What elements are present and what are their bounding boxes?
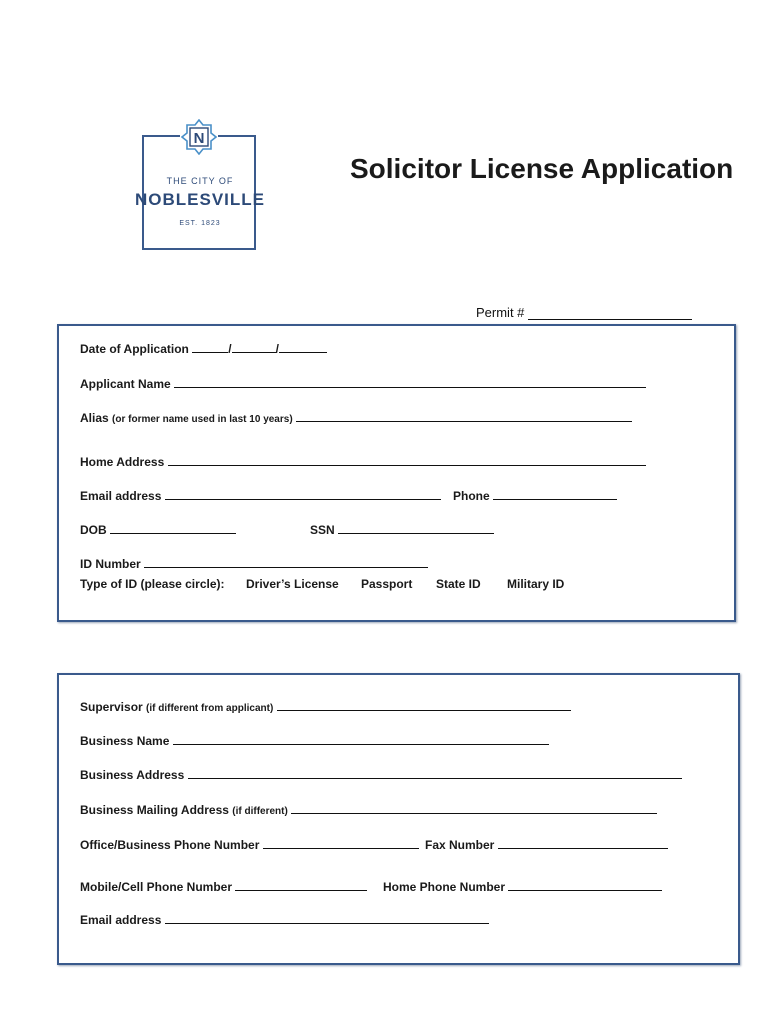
phone-line[interactable]	[493, 488, 617, 500]
applicant-name-field[interactable]	[80, 376, 646, 391]
supervisor-label: Supervisor	[80, 700, 143, 714]
supervisor-note: (if different from applicant)	[146, 703, 274, 714]
date-label: Date of Application	[80, 342, 189, 356]
supervisor-line[interactable]	[277, 699, 571, 711]
logo-city-of: THE CITY OF	[166, 176, 234, 186]
mailing-address-note: (if different)	[232, 806, 288, 817]
home-phone-field[interactable]	[383, 879, 662, 894]
mobile-phone-field[interactable]	[80, 879, 367, 894]
id-option-drivers-license[interactable]: Driver’s License	[246, 577, 339, 591]
email-label: Email address	[80, 489, 162, 503]
id-option-passport[interactable]: Passport	[361, 577, 413, 591]
alias-note: (or former name used in last 10 years)	[112, 414, 293, 425]
dob-field[interactable]	[80, 522, 236, 537]
permit-input-line[interactable]	[528, 307, 692, 320]
office-phone-field[interactable]	[80, 837, 419, 852]
ssn-field[interactable]	[310, 522, 494, 537]
supervisor-field[interactable]	[80, 699, 571, 714]
date-day-line[interactable]	[232, 341, 276, 353]
fax-field[interactable]	[425, 837, 668, 852]
home-phone-line[interactable]	[508, 879, 662, 891]
home-address-label: Home Address	[80, 455, 165, 469]
home-address-field[interactable]	[80, 454, 646, 469]
id-number-line[interactable]	[144, 556, 428, 568]
ssn-label: SSN	[310, 523, 335, 537]
date-separator: /	[275, 342, 279, 356]
logo-established: EST. 1823	[179, 220, 221, 227]
business-email-label: Email address	[80, 913, 162, 927]
permit-label: Permit #	[476, 305, 525, 320]
office-phone-label: Office/Business Phone Number	[80, 838, 260, 852]
fax-line[interactable]	[498, 837, 668, 849]
date-separator: /	[228, 342, 232, 356]
applicant-name-label: Applicant Name	[80, 377, 171, 391]
mailing-address-line[interactable]	[291, 802, 657, 814]
date-of-application-field[interactable]	[80, 341, 327, 356]
noblesville-emblem-icon	[181, 119, 217, 155]
office-phone-line[interactable]	[263, 837, 419, 849]
business-mailing-address-field[interactable]	[80, 802, 657, 817]
ssn-line[interactable]	[338, 522, 494, 534]
id-number-label: ID Number	[80, 557, 141, 571]
id-option-state-id[interactable]: State ID	[436, 577, 481, 591]
business-name-line[interactable]	[173, 733, 549, 745]
dob-line[interactable]	[110, 522, 236, 534]
email-field[interactable]	[80, 488, 441, 503]
fax-label: Fax Number	[425, 838, 495, 852]
alias-line[interactable]	[296, 410, 632, 422]
email-line[interactable]	[165, 488, 441, 500]
business-name-label: Business Name	[80, 734, 170, 748]
date-month-line[interactable]	[192, 341, 228, 353]
alias-label: Alias	[80, 411, 109, 425]
business-address-field[interactable]	[80, 767, 682, 782]
business-name-field[interactable]	[80, 733, 549, 748]
phone-field[interactable]	[453, 488, 617, 503]
alias-field[interactable]	[80, 410, 632, 425]
home-address-line[interactable]	[168, 454, 646, 466]
id-option-military-id[interactable]: Military ID	[507, 577, 565, 591]
business-address-label: Business Address	[80, 768, 185, 782]
phone-label: Phone	[453, 489, 490, 503]
business-email-field[interactable]	[80, 912, 489, 927]
mailing-address-label: Business Mailing Address	[80, 803, 229, 817]
emblem-letter: N	[193, 130, 205, 147]
date-year-line[interactable]	[279, 341, 327, 353]
permit-field[interactable]	[476, 305, 692, 320]
home-phone-label: Home Phone Number	[383, 880, 506, 894]
business-address-line[interactable]	[188, 767, 682, 779]
logo-city-name: NOBLESVILLE	[134, 190, 265, 209]
applicant-name-line[interactable]	[174, 376, 646, 388]
id-number-field[interactable]	[80, 556, 428, 571]
business-email-line[interactable]	[165, 912, 489, 924]
mobile-phone-line[interactable]	[235, 879, 367, 891]
page-title: Solicitor License Application	[350, 153, 734, 184]
dob-label: DOB	[80, 523, 107, 537]
mobile-phone-label: Mobile/Cell Phone Number	[80, 880, 233, 894]
id-type-label: Type of ID (please circle):	[80, 577, 225, 591]
